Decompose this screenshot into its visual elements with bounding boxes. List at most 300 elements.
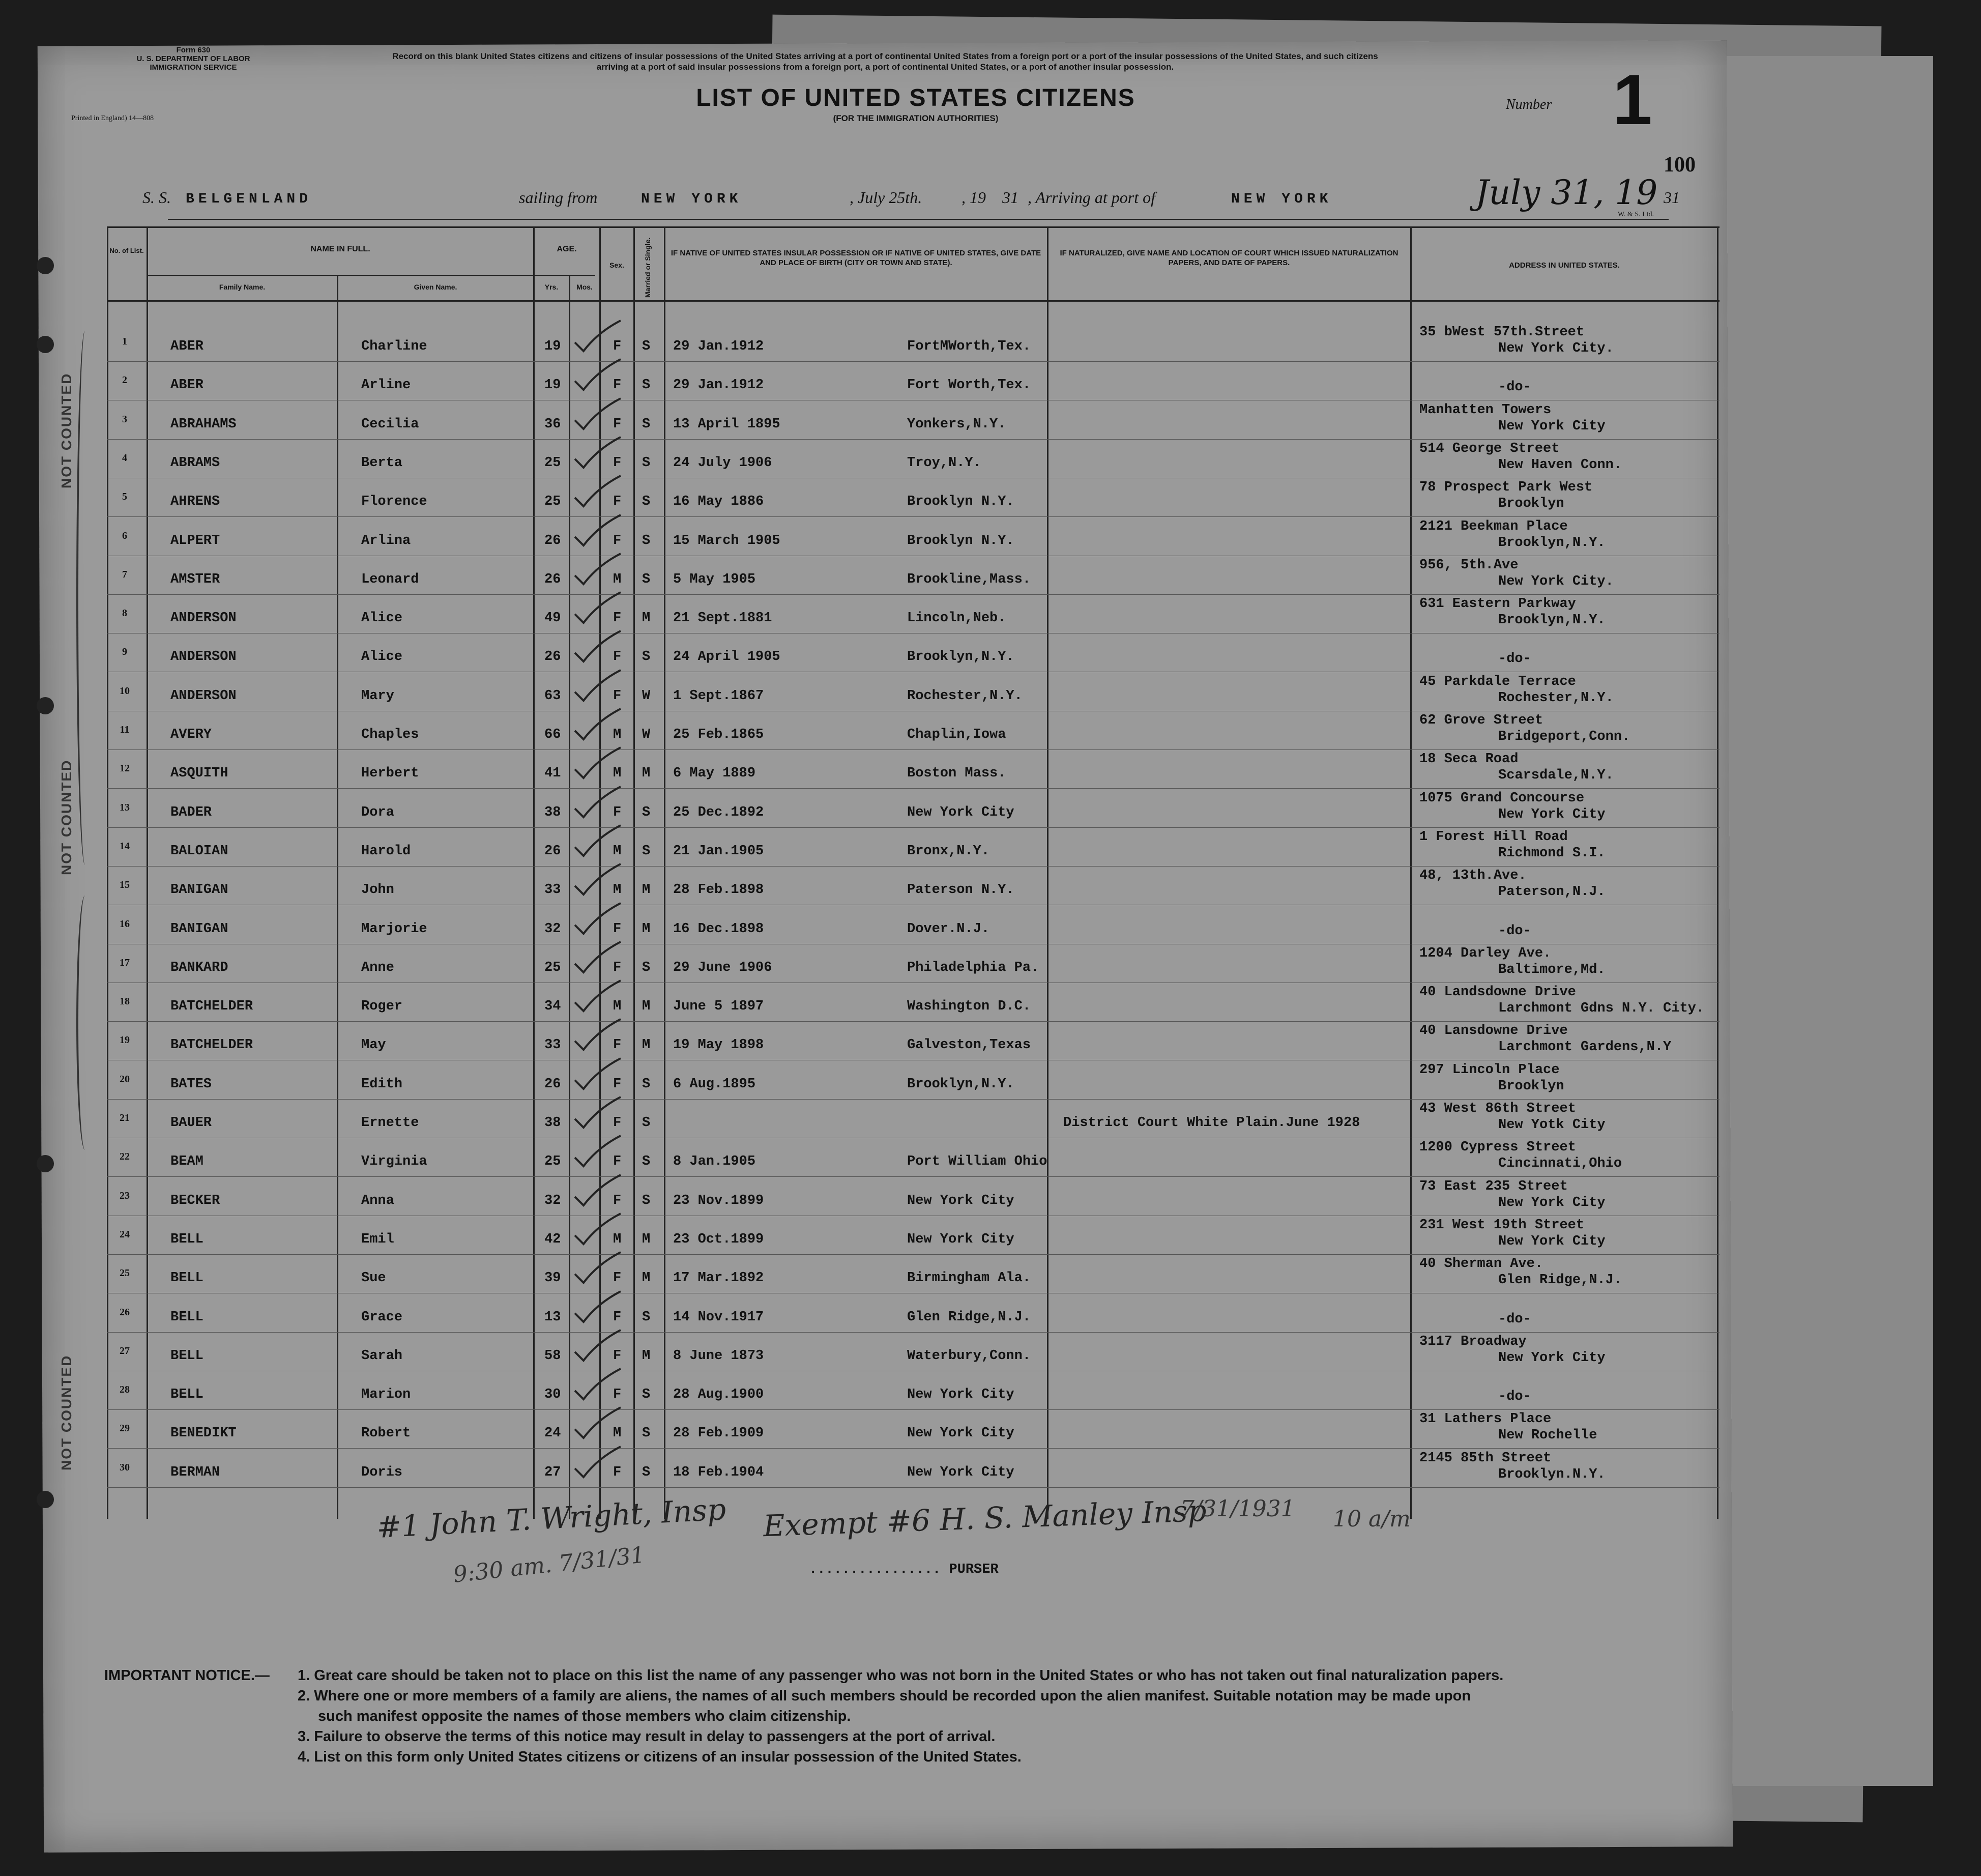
sex: F — [613, 494, 622, 510]
address-line-2: Rochester,N.Y. — [1498, 690, 1614, 706]
check-mark-icon — [572, 514, 623, 550]
table-row — [0, 325, 1981, 363]
age-years: 38 — [544, 1115, 561, 1131]
check-mark-icon — [572, 1174, 623, 1209]
address-line-2: New York City — [1498, 1195, 1606, 1210]
stamp-number: 100 — [1664, 153, 1696, 177]
address-line-1: 297 Lincoln Place — [1419, 1062, 1560, 1078]
age-years: 19 — [544, 378, 561, 393]
age-years: 24 — [544, 1426, 561, 1441]
marital-status: S — [642, 416, 651, 432]
row-number: 23 — [120, 1190, 130, 1201]
address-line-2: New Yotk City — [1498, 1117, 1606, 1133]
address-line-1: 31 Lathers Place — [1419, 1411, 1552, 1427]
row-number: 8 — [122, 608, 127, 619]
birth-place: New York City — [907, 1464, 1014, 1480]
given-name: Edith — [361, 1076, 403, 1092]
row-number: 15 — [120, 879, 130, 891]
address-line-2: Brooklyn,N.Y. — [1498, 613, 1606, 628]
notice-item: 1. Great care should be taken not to place on this list the name of any passenger who was not born in the United States or who has not taken out final naturalization papers. — [298, 1667, 1504, 1684]
given-name: John — [361, 882, 394, 898]
table-row — [0, 402, 1981, 441]
row-number: 26 — [120, 1306, 130, 1318]
birth-date: 8 June 1873 — [673, 1348, 764, 1364]
family-name: BAUER — [170, 1115, 212, 1131]
family-name: BANKARD — [170, 960, 228, 975]
birth-date: 24 July 1906 — [673, 455, 772, 471]
given-name: Marion — [361, 1387, 411, 1403]
given-name: Berta — [361, 455, 403, 471]
family-name: BALOIAN — [170, 843, 228, 859]
birth-place: Port William Ohio — [907, 1154, 1047, 1170]
birth-date: 1 Sept.1867 — [673, 688, 764, 704]
check-mark-icon — [572, 358, 623, 394]
arrival-port: NEW YORK — [1231, 191, 1332, 207]
address-line-1: 2121 Beekman Place — [1419, 518, 1568, 534]
marital-status: S — [642, 494, 651, 510]
signature-date: 7/31/1931 — [1180, 1496, 1295, 1522]
birth-date: 25 Dec.1892 — [673, 804, 764, 820]
sex: M — [613, 843, 622, 859]
table-row — [0, 519, 1981, 558]
family-name: BANIGAN — [170, 882, 228, 898]
table-row — [0, 907, 1981, 946]
birth-date: 28 Feb.1898 — [673, 882, 764, 898]
birth-date: 21 Sept.1881 — [673, 611, 772, 626]
marital-status: S — [642, 571, 651, 587]
form-header-line: Form 630 — [176, 46, 211, 54]
notice-item: 2. Where one or more members of a family are aliens, the names of all such members should be recorded upon the alien manifest. Suitable notation may be made upon — [298, 1688, 1471, 1704]
col-header-native: IF NATIVE OF UNITED STATES INSULAR POSSESSION OR IF NATIVE OF UNITED STATES, GIVE DATE AND PLACE OF BIRTH (CITY OR TOWN AND STATE). — [671, 249, 1041, 267]
address-line-1: 1204 Darley Ave. — [1419, 945, 1552, 961]
family-name: ALPERT — [170, 533, 220, 549]
check-mark-icon — [572, 1329, 623, 1365]
address-line-1: 62 Grove Street — [1419, 713, 1543, 728]
manley-signature: Exempt #6 H. S. Manley Insp — [763, 1493, 1207, 1544]
marital-status: S — [642, 1464, 651, 1480]
birth-place: New York City — [907, 1231, 1014, 1247]
family-name: ANDERSON — [170, 611, 237, 626]
family-name: ASQUITH — [170, 766, 228, 782]
naturalization: District Court White Plain.June 1928 — [1063, 1115, 1360, 1131]
form-header — [102, 46, 285, 72]
given-name: Sue — [361, 1271, 386, 1286]
row-number: 2 — [122, 374, 127, 386]
arrival-year: 31 — [1664, 188, 1680, 207]
marital-status: S — [642, 1426, 651, 1441]
marital-status: S — [642, 1076, 651, 1092]
address-line-2: Paterson,N.J. — [1498, 884, 1606, 900]
sex: M — [613, 1231, 622, 1247]
birth-date: 23 Oct.1899 — [673, 1231, 764, 1247]
age-years: 33 — [544, 1037, 561, 1053]
sex: F — [613, 960, 622, 975]
address-line-1: 43 West 86th Street — [1419, 1101, 1576, 1116]
table-row — [0, 1295, 1981, 1334]
birth-date: 29 Jan.1912 — [673, 378, 764, 393]
marital-status: M — [642, 1271, 651, 1286]
age-years: 66 — [544, 727, 561, 742]
given-name: Florence — [361, 494, 427, 510]
birth-place: Rochester,N.Y. — [907, 688, 1023, 704]
table-row — [0, 829, 1981, 868]
sex: F — [613, 1309, 622, 1325]
marital-status: S — [642, 1115, 651, 1131]
check-mark-icon — [572, 1057, 623, 1093]
sailing-year: 31 — [1002, 188, 1018, 207]
age-years: 38 — [544, 804, 561, 820]
address-line-2: -do- — [1498, 1311, 1531, 1327]
age-years: 32 — [544, 1193, 561, 1208]
marital-status: S — [642, 1154, 651, 1170]
age-years: 49 — [544, 611, 561, 626]
not-counted-stamp: NOT COUNTED — [59, 372, 74, 488]
list-number: 1 — [1613, 60, 1652, 139]
family-name: ABER — [170, 339, 203, 354]
page-subtitle: (FOR THE IMMIGRATION AUTHORITIES) — [833, 113, 999, 123]
age-years: 27 — [544, 1464, 561, 1480]
sex: F — [613, 1076, 622, 1092]
age-years: 25 — [544, 960, 561, 975]
sex: F — [613, 533, 622, 549]
birth-date: 29 Jan.1912 — [673, 339, 764, 354]
marital-status: M — [642, 1348, 651, 1364]
birth-date: 28 Feb.1909 — [673, 1426, 764, 1441]
check-mark-icon — [572, 979, 623, 1015]
birth-date: 24 April 1905 — [673, 649, 780, 665]
given-name: Ernette — [361, 1115, 419, 1131]
address-line-1: 1075 Grand Concourse — [1419, 790, 1585, 806]
sex: F — [613, 611, 622, 626]
address-line-2: New York City — [1498, 1350, 1606, 1366]
birth-date: 6 Aug.1895 — [673, 1076, 756, 1092]
family-name: ABRAHAMS — [170, 416, 237, 432]
address-line-1: 514 George Street — [1419, 441, 1560, 456]
row-number: 7 — [122, 568, 127, 580]
table-row — [0, 674, 1981, 713]
age-years: 42 — [544, 1231, 561, 1247]
birth-date: 13 April 1895 — [673, 416, 780, 432]
record-note: Record on this blank United States citizens and citizens of insular possessions of the United States arriving at a port of continental United States from a foreign port or a port of the insular possessions of the United States, and such citizens arriving at a port of said insular possessions from a foreign port, a port of continental United States, or a port of another insular possession. — [392, 51, 1378, 72]
family-name: BEAM — [170, 1154, 203, 1170]
given-name: Leonard — [361, 571, 419, 587]
given-name: Arline — [361, 378, 411, 393]
check-mark-icon — [572, 1096, 623, 1132]
table-row — [0, 1140, 1981, 1178]
not-counted-stamp: NOT COUNTED — [59, 1354, 74, 1470]
address-line-2: -do- — [1498, 651, 1531, 667]
marital-status: M — [642, 999, 651, 1015]
sex: F — [613, 1154, 622, 1170]
row-number: 13 — [120, 801, 130, 813]
sex: M — [613, 999, 622, 1015]
age-years: 41 — [544, 766, 561, 782]
birth-place: Chaplin,Iowa — [907, 727, 1006, 742]
binder-hole — [37, 1491, 54, 1508]
address-line-1: 2145 85th Street — [1419, 1450, 1552, 1466]
address-line-2: -do- — [1498, 380, 1531, 395]
family-name: BELL — [170, 1387, 203, 1403]
birth-place: Brookline,Mass. — [907, 571, 1031, 587]
sex: F — [613, 1387, 622, 1403]
address-line-1: 1 Forest Hill Road — [1419, 829, 1568, 845]
sex: F — [613, 1464, 622, 1480]
check-mark-icon — [572, 1251, 623, 1287]
age-years: 25 — [544, 1154, 561, 1170]
table-row — [0, 791, 1981, 829]
address-line-1: 3117 Broadway — [1419, 1334, 1527, 1349]
given-name: Charline — [361, 339, 427, 354]
marital-status: M — [642, 766, 651, 782]
voyage-underline — [168, 219, 1669, 220]
age-years: 13 — [544, 1309, 561, 1325]
family-name: BENEDIKT — [170, 1426, 237, 1441]
table-row — [0, 1062, 1981, 1101]
age-years: 19 — [544, 339, 561, 354]
birth-place: New York City — [907, 1387, 1014, 1403]
birth-date: 21 Jan.1905 — [673, 843, 764, 859]
family-name: BELL — [170, 1271, 203, 1286]
table-row — [0, 1218, 1981, 1256]
birth-place: Bronx,N.Y. — [907, 843, 990, 859]
birth-place: Fort Worth,Tex. — [907, 378, 1031, 393]
printer-mark: W. & S. Ltd. — [1618, 211, 1654, 218]
address-line-2: Larchmont Gdns N.Y. City. — [1498, 1001, 1705, 1017]
address-line-2: Brooklyn — [1498, 496, 1564, 512]
col-header-address: ADDRESS IN UNITED STATES. — [1509, 261, 1620, 270]
birth-place: New York City — [907, 1193, 1014, 1208]
col-header-name: NAME IN FULL. — [310, 245, 370, 253]
given-name: Alice — [361, 611, 403, 626]
age-years: 26 — [544, 649, 561, 665]
check-mark-icon — [572, 553, 623, 588]
table-row — [0, 635, 1981, 674]
marital-status: S — [642, 1309, 651, 1325]
binder-hole — [37, 257, 54, 274]
family-name: BECKER — [170, 1193, 220, 1208]
marital-status: S — [642, 378, 651, 393]
arriving-label: , Arriving at port of — [1028, 188, 1155, 207]
col-header-given: Given Name. — [414, 283, 457, 291]
family-name: AHRENS — [170, 494, 220, 510]
sex: F — [613, 339, 622, 354]
sex: F — [613, 1193, 622, 1208]
address-line-2: -do- — [1498, 923, 1531, 939]
col-header-age: AGE. — [557, 245, 577, 253]
notice-item: 3. Failure to observe the terms of this notice may result in delay to passengers at the port of arrival. — [298, 1728, 996, 1745]
birth-date: 14 Nov.1917 — [673, 1309, 764, 1325]
address-line-2: New York City — [1498, 418, 1606, 434]
marital-status: S — [642, 339, 651, 354]
given-name: Cecilia — [361, 416, 419, 432]
family-name: AMSTER — [170, 571, 220, 587]
address-line-1: 40 Landsdowne Drive — [1419, 985, 1576, 1000]
address-line-2: Richmond S.I. — [1498, 845, 1606, 861]
family-name: ABRAMS — [170, 455, 220, 471]
row-number: 12 — [120, 763, 130, 774]
given-name: Marjorie — [361, 921, 427, 937]
sailing-date: , July 25th. — [850, 188, 922, 207]
row-number: 24 — [120, 1228, 130, 1240]
table-row — [0, 985, 1981, 1023]
check-mark-icon — [572, 746, 623, 782]
family-name: BELL — [170, 1231, 203, 1247]
inspector-signature: #1 John T. Wright, Insp — [375, 1492, 727, 1545]
form-header-line: U. S. DEPARTMENT OF LABOR — [136, 54, 250, 63]
age-years: 26 — [544, 1076, 561, 1092]
row-number: 9 — [122, 646, 127, 658]
address-line-2: Baltimore,Md. — [1498, 962, 1606, 977]
sex: F — [613, 921, 622, 937]
check-mark-icon — [572, 630, 623, 666]
name-sub-rule — [148, 275, 595, 276]
address-line-2: -do- — [1498, 1389, 1531, 1405]
birth-date: 8 Jan.1905 — [673, 1154, 756, 1170]
table-row — [0, 441, 1981, 480]
col-header-naturalized: IF NATURALIZED, GIVE NAME AND LOCATION OF COURT WHICH ISSUED NATURALIZATION PAPERS, AND DATE OF PAPERS. — [1060, 249, 1399, 267]
birth-place: Washington D.C. — [907, 999, 1031, 1015]
birth-date: 25 Feb.1865 — [673, 727, 764, 742]
table-row — [0, 1451, 1981, 1489]
family-name: ANDERSON — [170, 688, 237, 704]
row-number: 10 — [120, 685, 130, 697]
family-name: BATES — [170, 1076, 212, 1092]
row-number: 25 — [120, 1267, 130, 1279]
given-name: Roger — [361, 999, 403, 1015]
birth-place: Philadelphia Pa. — [907, 960, 1039, 975]
given-name: Herbert — [361, 766, 419, 782]
birth-place: Brooklyn,N.Y. — [907, 649, 1014, 665]
family-name: BANIGAN — [170, 921, 228, 937]
birth-date: 29 June 1906 — [673, 960, 772, 975]
family-name: BATCHELDER — [170, 999, 253, 1015]
sex: F — [613, 804, 622, 820]
stamp-bracket — [76, 896, 94, 1150]
check-mark-icon — [572, 902, 623, 938]
address-line-2: New Haven Conn. — [1498, 457, 1622, 473]
address-line-1: 73 East 235 Street — [1419, 1178, 1568, 1194]
birth-place: New York City — [907, 804, 1014, 820]
row-number: 28 — [120, 1384, 130, 1396]
birth-place: Waterbury,Conn. — [907, 1348, 1031, 1364]
sailing-label: sailing from — [519, 188, 598, 207]
table-row — [0, 868, 1981, 907]
marital-status: S — [642, 843, 651, 859]
age-years: 25 — [544, 494, 561, 510]
birth-place: Boston Mass. — [907, 766, 1006, 782]
notice-item: such manifest opposite the names of those members who claim citizenship. — [318, 1708, 851, 1724]
sex: M — [613, 766, 622, 782]
check-mark-icon — [572, 863, 623, 899]
table-row — [0, 558, 1981, 596]
table-row — [0, 752, 1981, 790]
col-header-mos: Mos. — [576, 283, 593, 291]
address-line-2: New York City — [1498, 806, 1606, 822]
row-number: 5 — [122, 491, 127, 503]
birth-place: FortMWorth,Tex. — [907, 339, 1031, 354]
sex: F — [613, 1271, 622, 1286]
address-line-2: Glen Ridge,N.J. — [1498, 1273, 1622, 1288]
table-top-rule — [107, 226, 1720, 228]
address-line-2: Scarsdale,N.Y. — [1498, 768, 1614, 784]
check-mark-icon — [572, 1018, 623, 1054]
address-line-2: Bridgeport,Conn. — [1498, 729, 1630, 744]
row-number: 14 — [120, 840, 130, 852]
age-years: 25 — [544, 455, 561, 471]
address-line-2: Brooklyn — [1498, 1078, 1564, 1094]
family-name: ANDERSON — [170, 649, 237, 665]
birth-date: 17 Mar.1892 — [673, 1271, 764, 1286]
sex: F — [613, 1037, 622, 1053]
col-header-family: Family Name. — [219, 283, 266, 291]
given-name: Chaples — [361, 727, 419, 742]
given-name: Mary — [361, 688, 394, 704]
table-row — [0, 1411, 1981, 1450]
sex: F — [613, 416, 622, 432]
age-years: 36 — [544, 416, 561, 432]
sex: F — [613, 688, 622, 704]
birth-date: 28 Aug.1900 — [673, 1387, 764, 1403]
check-mark-icon — [572, 591, 623, 627]
check-mark-icon — [572, 1135, 623, 1170]
col-header-no: No. of List. — [109, 247, 144, 254]
purser-line: ................ PURSER — [809, 1562, 999, 1577]
birth-date: 15 March 1905 — [673, 533, 780, 549]
row-number: 29 — [120, 1423, 130, 1434]
form-header-line: IMMIGRATION SERVICE — [150, 63, 237, 72]
table-row — [0, 480, 1981, 518]
check-mark-icon — [572, 397, 623, 433]
given-name: Virginia — [361, 1154, 427, 1170]
marital-status: M — [642, 1037, 651, 1053]
sex: F — [613, 1348, 622, 1364]
number-label: Number — [1506, 97, 1552, 112]
birth-date: 23 Nov.1899 — [673, 1193, 764, 1208]
sex: M — [613, 1426, 622, 1441]
printed-note: Printed in England) 14—808 — [71, 114, 154, 122]
table-row — [0, 713, 1981, 752]
sex: F — [613, 649, 622, 665]
given-name: Harold — [361, 843, 411, 859]
address-line-1: 78 Prospect Park West — [1419, 480, 1593, 496]
address-line-2: Cincinnati,Ohio — [1498, 1156, 1622, 1172]
row-number: 19 — [120, 1034, 130, 1046]
check-mark-icon — [572, 475, 623, 510]
table-row — [0, 1373, 1981, 1411]
address-line-1: 35 bWest 57th.Street — [1419, 325, 1585, 340]
marital-status: S — [642, 533, 651, 549]
given-name: Anne — [361, 960, 394, 975]
row-number: 18 — [120, 996, 130, 1007]
ship-name: BELGENLAND — [186, 191, 312, 207]
marital-status: M — [642, 882, 651, 898]
table-row — [0, 1023, 1981, 1062]
sex: M — [613, 727, 622, 742]
birth-date: 5 May 1905 — [673, 571, 756, 587]
birth-date: 18 Feb.1904 — [673, 1464, 764, 1480]
given-name: Anna — [361, 1193, 394, 1208]
age-years: 58 — [544, 1348, 561, 1364]
birth-date: 19 May 1898 — [673, 1037, 764, 1053]
table-row — [0, 1334, 1981, 1373]
address-line-2: Larchmont Gardens,N.Y — [1498, 1040, 1672, 1055]
birth-place: Brooklyn N.Y. — [907, 494, 1014, 510]
family-name: BELL — [170, 1309, 203, 1325]
check-mark-icon — [572, 320, 623, 355]
given-name: Dora — [361, 804, 394, 820]
sex: M — [613, 571, 622, 587]
check-mark-icon — [572, 436, 623, 472]
